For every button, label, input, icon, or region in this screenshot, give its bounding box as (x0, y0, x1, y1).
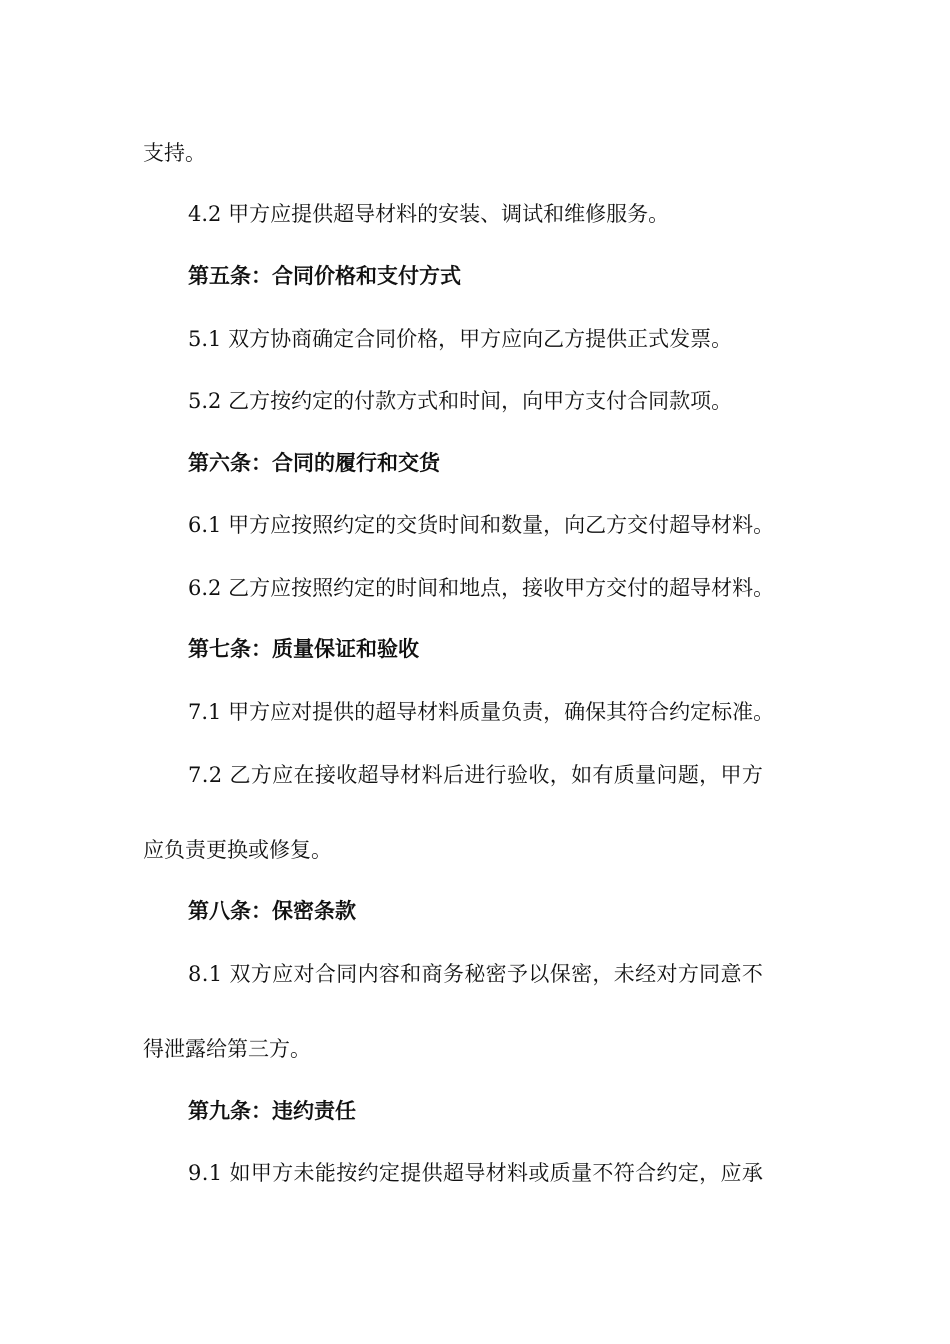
section-heading-8: 第八条：保密条款 (188, 899, 356, 923)
clause-7-2: 7.2 乙方应在接收超导材料后进行验收，如有质量问题，甲方 (188, 763, 764, 787)
clause-4-2: 4.2 甲方应提供超导材料的安装、调试和维修服务。 (188, 202, 670, 226)
section-heading-5: 第五条：合同价格和支付方式 (188, 264, 461, 288)
paragraph-continuation: 支持。 (143, 141, 206, 165)
clause-9-1: 9.1 如甲方未能按约定提供超导材料或质量不符合约定，应承 (188, 1161, 764, 1185)
section-heading-6: 第六条：合同的履行和交货 (188, 451, 440, 475)
clause-5-1: 5.1 双方协商确定合同价格，甲方应向乙方提供正式发票。 (188, 327, 733, 351)
section-heading-9: 第九条：违约责任 (188, 1099, 356, 1123)
clause-8-1-continuation: 得泄露给第三方。 (143, 1037, 311, 1061)
clause-6-1: 6.1 甲方应按照约定的交货时间和数量，向乙方交付超导材料。 (188, 513, 775, 537)
clause-7-1: 7.1 甲方应对提供的超导材料质量负责，确保其符合约定标准。 (188, 700, 775, 724)
clause-7-2-continuation: 应负责更换或修复。 (143, 838, 332, 862)
clause-5-2: 5.2 乙方按约定的付款方式和时间，向甲方支付合同款项。 (188, 389, 733, 413)
section-heading-7: 第七条：质量保证和验收 (188, 637, 419, 661)
clause-6-2: 6.2 乙方应按照约定的时间和地点，接收甲方交付的超导材料。 (188, 576, 775, 600)
clause-8-1: 8.1 双方应对合同内容和商务秘密予以保密，未经对方同意不 (188, 962, 764, 986)
